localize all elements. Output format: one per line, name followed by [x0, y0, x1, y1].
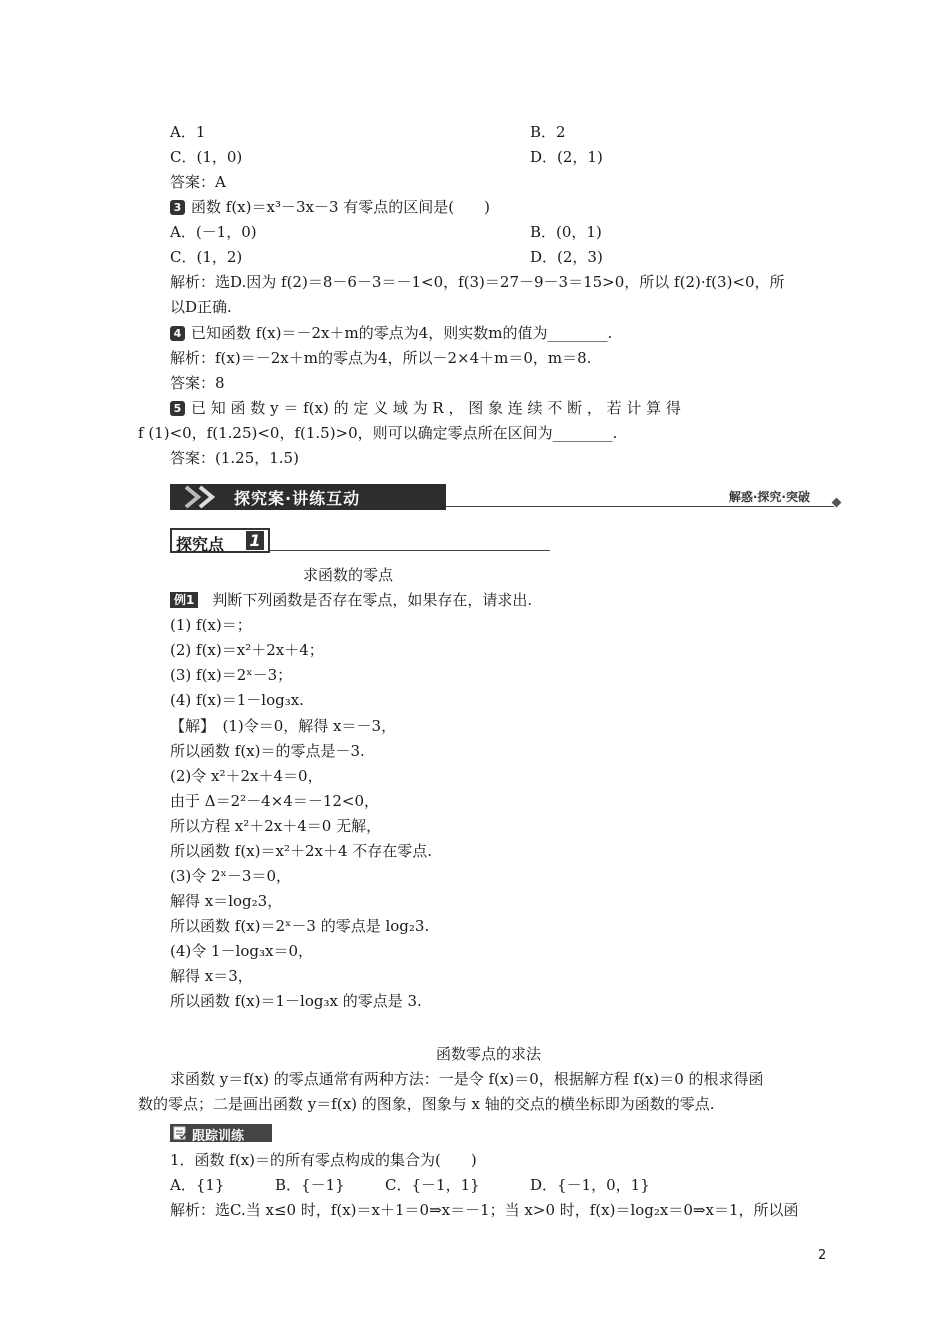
tracking-q1-analysis: 解析：选C.当 x≤0 时，f(x)＝x＋1＝0⇒x＝－1；当 x>0 时，f(x)＝log₂x＝0⇒x＝1，所以函: [170, 1201, 799, 1219]
q4-answer: 答案：8: [170, 374, 225, 392]
q4-stem-text: 已知函数 f(x)＝－2x＋m的零点为4，则实数m的值为________.: [191, 324, 613, 342]
q5-number-badge: 5: [170, 401, 185, 416]
section-label: 探究点: [176, 535, 225, 554]
q3-option-c: C．(1，2): [170, 248, 243, 266]
q3-stem-text: 函数 f(x)＝x³－3x－3 有零点的区间是( ): [191, 198, 490, 216]
q5-stem-line-1: [170, 398, 681, 418]
q3-analysis-line-2: 以D正确.: [170, 298, 232, 316]
example1-item-4: (4) f(x)＝1－log₃x.: [170, 691, 304, 709]
q3-number-badge: 3: [170, 200, 185, 215]
q2-answer: 答案：A: [170, 173, 226, 191]
q2-option-a: A．1: [170, 123, 206, 141]
q2-option-d: D．(2，1): [530, 148, 603, 166]
solution-line-5: 所以方程 x²＋2x＋4＝0 无解，: [170, 817, 382, 835]
solution-line-1: 【解】 (1)令＝0，解得 x＝－3，: [170, 717, 397, 735]
solution-line-8: 解得 x＝log₂3，: [170, 892, 283, 910]
banner-background: [170, 484, 446, 510]
solution-line-6: 所以函数 f(x)＝x²＋2x＋4 不存在零点.: [170, 842, 433, 860]
q4-analysis: 解析：f(x)＝－2x＋m的零点为4，所以－2×4＋m＝0，m＝8.: [170, 349, 592, 367]
notebook-icon: [172, 1125, 188, 1141]
example1-item-3: (3) f(x)＝2ˣ－3；: [170, 666, 293, 684]
example1-stem: [170, 590, 532, 610]
q5-answer: 答案：(1.25，1.5): [170, 449, 299, 467]
solution-line-9: 所以函数 f(x)＝2ˣ－3 的零点是 log₂3.: [170, 917, 430, 935]
solution-line-11: 解得 x＝3，: [170, 967, 253, 985]
page-number: 2: [818, 1248, 827, 1263]
banner-rule: [446, 506, 834, 507]
tracking-label: 跟踪训练: [192, 1129, 245, 1144]
banner-subtitle: 解惑·探究·突破: [728, 490, 810, 504]
example1-item-1: (1) f(x)＝；: [170, 616, 252, 634]
section-rule: [270, 550, 550, 551]
chevron-icon: [180, 484, 240, 510]
q3-analysis-line-1: 解析：选D.因为 f(2)＝8－6－3＝－1<0，f(3)＝27－9－3＝15>0，所以 f(2)·f(3)<0，所: [170, 273, 785, 291]
solution-line-4: 由于 Δ＝2²－4×4＝－12<0，: [170, 792, 380, 810]
section-number: 1: [246, 531, 264, 550]
solution-line-12: 所以函数 f(x)＝1－log₃x 的零点是 3.: [170, 992, 422, 1010]
method-title: 函数零点的求法: [436, 1045, 542, 1063]
q3-stem: [170, 197, 490, 217]
section-banner: [170, 484, 840, 512]
tracking-q1-stem: 1．函数 f(x)＝的所有零点构成的集合为( ): [170, 1151, 477, 1169]
q4-number-badge: 4: [170, 326, 185, 341]
method-line-2: 数的零点；二是画出函数 y＝f(x) 的图象，图象与 x 轴的交点的横坐标即为函数的零点.: [138, 1095, 715, 1113]
method-line-1: 求函数 y＝f(x) 的零点通常有两种方法：一是令 f(x)＝0，根据解方程 f(x)＝0 的根求得函: [170, 1070, 764, 1088]
tracking-label-box: [170, 1124, 272, 1142]
solution-line-10: (4)令 1－log₃x＝0，: [170, 942, 314, 960]
q5-stem-line-2: f (1)<0，f(1.25)<0，f(1.5)>0，则可以确定零点所在区间为________.: [138, 424, 618, 442]
tracking-q1-option-a: A．{1}: [170, 1176, 225, 1194]
q3-option-b: B．(0，1): [530, 223, 602, 241]
example1-item-2: (2) f(x)＝x²＋2x＋4；: [170, 641, 324, 659]
section-title: 求函数的零点: [303, 566, 394, 584]
q2-option-b: B．2: [530, 123, 566, 141]
q2-option-c: C．(1，0): [170, 148, 243, 166]
tracking-q1-option-d: D．{－1，0，1}: [530, 1176, 650, 1194]
q5-stem-text: 已 知 函 数 y ＝ f(x) 的 定 义 域 为 R ， 图 象 连 续 不 断 ， 若 计 算 得: [191, 399, 681, 417]
solution-line-3: (2)令 x²＋2x＋4＝0，: [170, 767, 323, 785]
q3-option-d: D．(2，3): [530, 248, 603, 266]
banner-title: 探究案·讲练互动: [234, 489, 361, 508]
q3-option-a: A．(－1，0): [170, 223, 257, 241]
tracking-q1-option-c: C．{－1，1}: [385, 1176, 480, 1194]
example1-stem-text: 判断下列函数是否存在零点，如果存在，请求出.: [212, 591, 533, 609]
solution-line-2: 所以函数 f(x)＝的零点是－3.: [170, 742, 365, 760]
q4-stem: [170, 323, 612, 343]
section-label-box: [170, 528, 270, 553]
solution-line-7: (3)令 2ˣ－3＝0，: [170, 867, 292, 885]
example-badge: 例1: [170, 592, 198, 608]
tracking-q1-option-b: B．{－1}: [275, 1176, 345, 1194]
